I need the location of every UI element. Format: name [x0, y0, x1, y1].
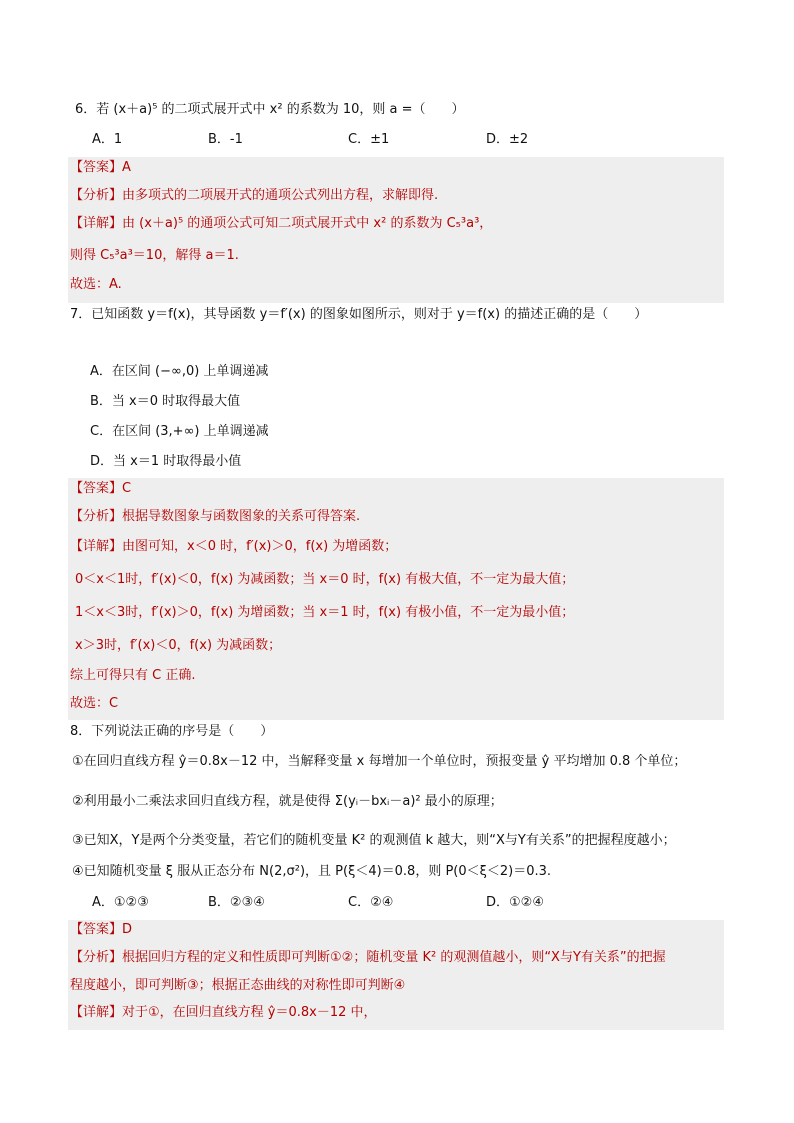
q7-option-a[interactable]: A．在区间 (−∞,0) 上单调递减 — [90, 364, 269, 379]
q8-statement-3: ③已知X，Y是两个分类变量，若它们的随机变量 K² 的观测值 k 越大，则“X与Y有关系”的把握程度越小； — [72, 833, 676, 848]
q7-detail-line — [70, 537, 397, 557]
q8-statement-4: ④已知随机变量 ξ 服从正态分布 N(2,σ²)，且 P(ξ＜4)＝0.8，则 P(0＜ξ＜2)＝0.3. — [72, 864, 552, 879]
q7-option-c[interactable]: C．在区间 (3,+∞) 上单调递减 — [90, 424, 269, 439]
q8-detail: 对于①，在回归直线方程 ŷ＝0.8x－12 中， — [122, 1005, 377, 1020]
q7-option-b[interactable]: B．当 x＝0 时取得最大值 — [90, 394, 241, 409]
q8-answer-tag: 【答案】 — [70, 922, 123, 937]
q7-option-d[interactable]: D．当 x＝1 时取得最小值 — [90, 454, 242, 469]
q7-detail-line3: 1＜x＜3时，f′(x)＞0，f(x) 为增函数；当 x＝1 时，f(x) 有极小值，不一定为最小值； — [75, 605, 575, 620]
q7-answer: C — [122, 481, 132, 496]
q7-analysis: 根据导数图象与函数图象的关系可得答案. — [122, 509, 361, 524]
q7-detail-tag: 【详解】 — [70, 539, 123, 554]
q6-answer: A — [122, 160, 131, 175]
q8-analysis-line — [70, 948, 666, 968]
q6-option-d[interactable]: D．±2 — [486, 132, 529, 147]
q8-answer: D — [122, 922, 133, 937]
q8-statement-2: ②利用最小二乘法求回归直线方程，就是使得 Σ(yᵢ－bxᵢ－a)² 最小的原理； — [72, 794, 503, 809]
q7-choose: 故选：C — [70, 696, 119, 711]
q7-detail-line5: 综上可得只有 C 正确. — [70, 668, 196, 683]
q7-detail-line2: 0＜x＜1时，f′(x)＜0，f(x) 为减函数；当 x＝0 时，f(x) 有极大值，不一定为最大值； — [75, 572, 575, 587]
q8-option-a[interactable]: A．①②③ — [92, 895, 149, 910]
q6-analysis-line — [70, 186, 438, 206]
q8-analysis: 根据回归方程的定义和性质即可判断①②；随机变量 K² 的观测值越小，则“X与Y有关系”的把握 — [122, 950, 666, 965]
q6-option-c[interactable]: C．±1 — [348, 132, 390, 147]
q7-detail-line4: x＞3时，f′(x)＜0，f(x) 为减函数； — [75, 638, 282, 653]
q8-option-c[interactable]: C．②④ — [348, 895, 394, 910]
q8-stem: 8．下列说法正确的序号是（ ） — [70, 724, 274, 739]
q8-analysis-tag: 【分析】 — [70, 950, 123, 965]
q6-detail-tag: 【详解】 — [70, 216, 123, 231]
q6-detail-line2: 则得 C₅³a³＝10，解得 a＝1. — [70, 248, 239, 263]
q6-analysis: 由多项式的二项展开式的通项公式列出方程，求解即得. — [122, 188, 439, 203]
q7-analysis-line — [70, 507, 360, 527]
q7-detail: 由图可知，x＜0 时，f′(x)＞0，f(x) 为增函数； — [122, 539, 398, 554]
q8-statement-1: ①在回归直线方程 ŷ＝0.8x－12 中，当解释变量 x 每增加一个单位时，预报变量 ŷ 平均增加 0.8 个单位； — [72, 754, 687, 769]
q7-answer-tag: 【答案】 — [70, 481, 123, 496]
q8-detail-tag: 【详解】 — [70, 1005, 123, 1020]
q6-option-a[interactable]: A．1 — [92, 132, 123, 147]
q7-analysis-tag: 【分析】 — [70, 509, 123, 524]
q6-stem: 6．若 (x＋a)⁵ 的二项式展开式中 x² 的系数为 10，则 a =（ ） — [75, 102, 465, 117]
q8-answer-line — [70, 920, 132, 940]
q6-detail-line — [70, 214, 492, 234]
q6-detail: 由 (x＋a)⁵ 的通项公式可知二项式展开式中 x² 的系数为 C₅³a³， — [122, 216, 493, 231]
q6-analysis-tag: 【分析】 — [70, 188, 123, 203]
q6-answer-tag: 【答案】 — [70, 160, 123, 175]
q6-choose: 故选：A. — [70, 277, 122, 292]
q8-option-d[interactable]: D．①②④ — [486, 895, 544, 910]
q6-option-b[interactable]: B．-1 — [208, 132, 243, 147]
q7-answer-line — [70, 479, 131, 499]
q8-detail-line — [70, 1003, 377, 1023]
q8-option-b[interactable]: B．②③④ — [208, 895, 265, 910]
q6-answer-line — [70, 158, 131, 178]
q8-analysis-line2: 程度越小，即可判断③；根据正态曲线的对称性即可判断④ — [70, 978, 406, 993]
q7-stem: 7．已知函数 y＝f(x)，其导函数 y＝f′(x) 的图象如图所示，则对于 y＝f(x) 的描述正确的是（ ） — [70, 307, 648, 322]
